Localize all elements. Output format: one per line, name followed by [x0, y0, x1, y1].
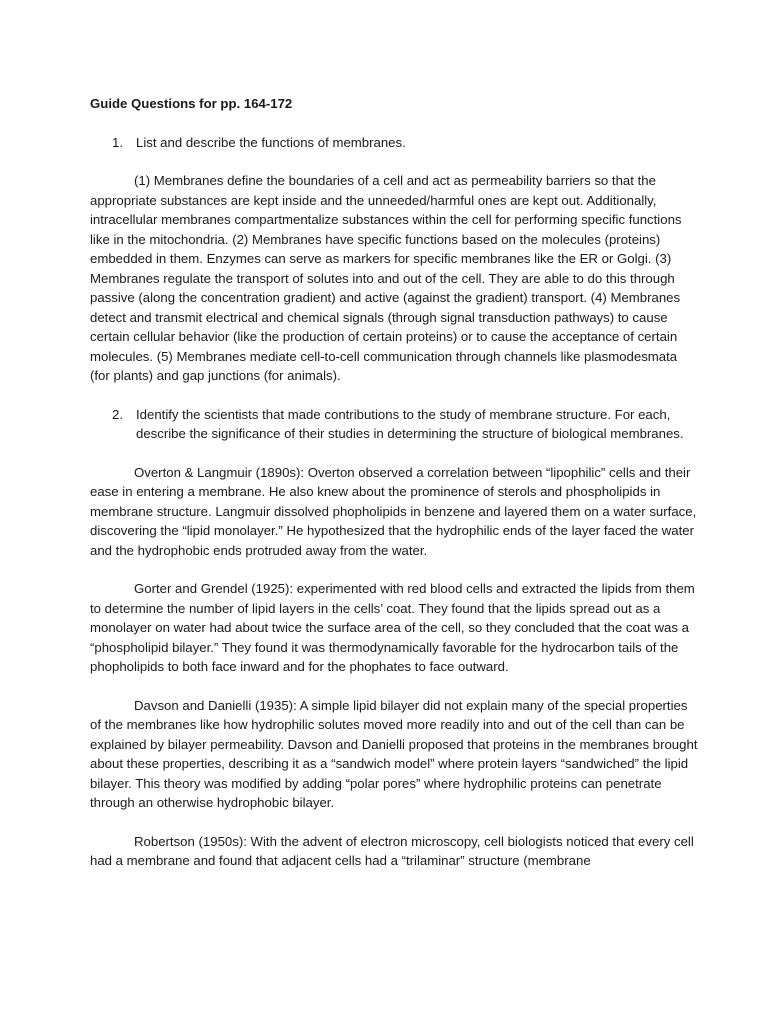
answer-paragraph-davson-danielli: Davson and Danielli (1935): A simple lipid bilayer did not explain many of the special properties of the membranes like how hydrophilic solutes moved more readily into and out of the cell than can be explained by bilayer permeability. Davson and Danielli proposed that proteins in the membranes brought about these properties, describing it as a “sandwich model” where protein layers “sandwiched” the lipid bilayer. This theory was modified by adding “polar pores” where hydrophilic proteins can penetrate through an otherwise hydrophobic bilayer. [90, 697, 698, 810]
question-2 [90, 405, 698, 444]
question-number: 1. [112, 134, 123, 150]
question-1 [90, 133, 698, 153]
answer-paragraph-overton-langmuir: Overton & Langmuir (1890s): Overton observed a correlation between “lipophilic” cells and their ease in entering a membrane. He also knew about the prominence of sterols and phospholipids in membrane structure. Langmuir dissolved phopholipids in benzene and layered them on a water surface, discovering the “lipid monolayer.” He hypothesized that the hydrophilic ends of the layer faced the water and the hydrophobic ends protruded away from the water. [90, 464, 697, 558]
question-number: 2. [112, 406, 123, 422]
question-text: List and describe the functions of membranes. [136, 134, 406, 150]
answer-paragraph-functions: (1) Membranes define the boundaries of a cell and act as permeability barriers so that the appropriate substances are kept inside and the unneeded/harmful ones are kept out. Additionally, intracellular membranes compartmentalize substances within the cell for performing specific functions like in the mitochondria. (2) Membranes have specific functions based on the molecules (proteins) embedded in them. Enzymes can serve as markers for specific membranes like the ER or Golgi. (3) Membranes regulate the transport of solutes into and out of the cell. They are able to do this through passive (along the concentration gradient) and active (against the gradient) transport. (4) Membranes detect and transmit electrical and chemical signals (through signal transduction pathways) to cause certain cellular behavior (like the production of certain proteins) or to cause the acceptance of certain molecules. (5) Membranes mediate cell-to-cell communication through channels like plasmodesmata (for plants) and gap junctions (for animals). [90, 173, 682, 383]
answer-paragraph-gorter-grendel: Gorter and Grendel (1925): experimented with red blood cells and extracted the lipids from them to determine the number of lipid layers in the cells’ coat. They found that the lipids spread out as a monolayer on water had about twice the surface area of the cell, so they concluded that the coat was a “phospholipid bilayer.” They found it was thermodynamically favorable for the hydrocarbon tails of the phopholipids to both face inward and for the phophates to face outward. [90, 581, 695, 674]
document-title: Guide Questions for pp. 164-172 [90, 96, 293, 111]
question-text: Identify the scientists that made contributions to the study of membrane structure. For each, describe the significance of their studies in determining the structure of biological membranes. [136, 406, 684, 441]
answer-paragraph-robertson: Robertson (1950s): With the advent of electron microscopy, cell biologists noticed that every cell had a membrane and found that adjacent cells had a “trilaminar” structure (membrane [90, 833, 694, 868]
